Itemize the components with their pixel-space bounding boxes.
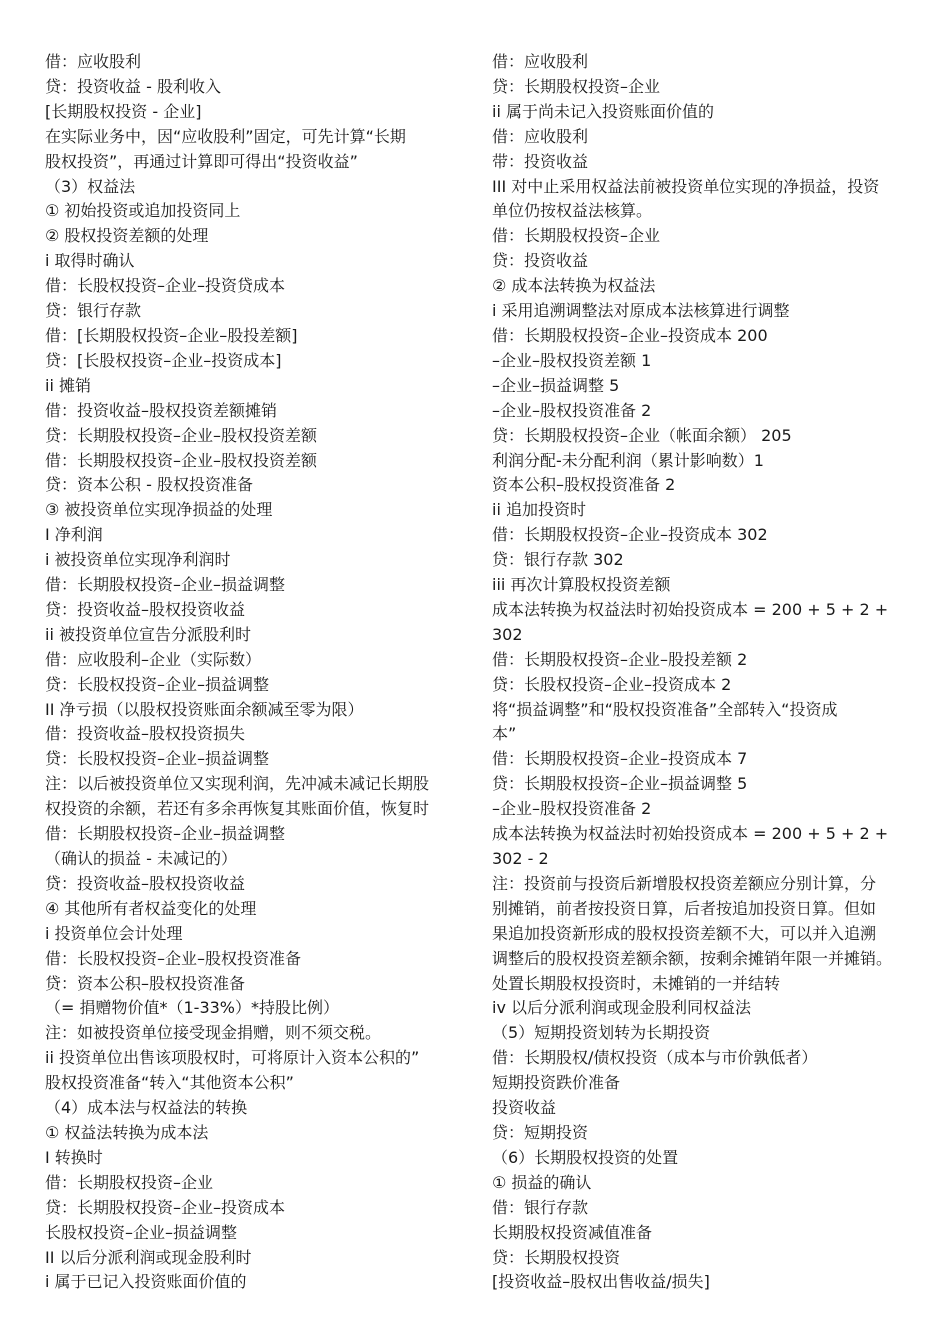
text-line: 贷：银行存款 <box>45 301 142 321</box>
text-line: ② 股权投资差额的处理 <box>45 226 209 246</box>
text-line: 借：银行存款 <box>492 1197 589 1217</box>
text-line: 贷：投资收益 <box>492 251 589 271</box>
text-line: 贷：长期股权投资 <box>492 1247 621 1267</box>
text-line: ii 被投资单位宣告分派股利时 <box>45 624 251 644</box>
text-line: 借：长期股权投资–企业–股投差额 2 <box>492 649 748 669</box>
text-line: 短期投资跌价准备 <box>492 1073 621 1093</box>
text-line: ① 初始投资或追加投资同上 <box>45 201 241 221</box>
text-line: 借：[长期股权投资–企业–股投差额] <box>45 325 298 345</box>
text-line: 借：应收股利 <box>492 52 589 71</box>
text-line: 长股权投资–企业–损益调整 <box>45 1222 238 1242</box>
text-line: 调整后的股权投资差额余额，按剩余摊销年限一并摊销。 <box>492 948 893 968</box>
text-line: [投资收益–股权出售收益/损失] <box>492 1272 710 1292</box>
text-line: 本” <box>492 724 517 744</box>
text-line: ii 摊销 <box>45 375 91 395</box>
text-line: 股权投资准备“转入“其他资本公积” <box>45 1073 294 1093</box>
text-line: 股权投资”，再通过计算即可得出“投资收益” <box>45 151 358 171</box>
text-line: 在实际业务中，因“应收股利”固定，可先计算“长期 <box>45 126 406 146</box>
text-line: 成本法转换为权益法时初始投资成本 = 200 + 5 + 2 + <box>492 824 889 844</box>
text-line: 贷：投资收益 - 股利收入 <box>45 76 221 96</box>
text-line: 贷：[长股权投资–企业–投资成本] <box>45 350 282 370</box>
text-line: 权投资的余额，若还有多余再恢复其账面价值，恢复时 <box>45 799 430 819</box>
text-line: 注：以后被投资单位又实现利润，先冲减未减记长期股 <box>45 774 430 794</box>
text-line: 贷：短期投资 <box>492 1122 589 1142</box>
text-line: ii 追加投资时 <box>492 500 586 520</box>
text-line: 处置长期股权投资时，未摊销的一并结转 <box>492 973 781 993</box>
text-line: 借：长期股权投资–企业–投资成本 7 <box>492 749 748 769</box>
text-line: 借：投资收益–股权投资损失 <box>45 724 246 744</box>
text-line: 贷：长期股权投资–企业–损益调整 5 <box>492 774 748 794</box>
text-line: （= 捐赠物价值*（1-33%）*持股比例） <box>45 998 340 1018</box>
text-line: iii 再次计算股权投资差额 <box>492 575 671 595</box>
text-line: 借：应收股利 <box>45 52 142 71</box>
text-line: ii 投资单位出售该项股权时，可将原计入资本公积的” <box>45 1048 420 1068</box>
text-line: 借：长期股权投资–企业–股权投资差额 <box>45 450 318 470</box>
text-line: iv 以后分派利润或现金股利同权益法 <box>492 998 752 1018</box>
text-line: ④ 其他所有者权益变化的处理 <box>45 898 257 918</box>
text-line: II 以后分派利润或现金股利时 <box>45 1247 252 1267</box>
text-line: ① 权益法转换为成本法 <box>45 1122 209 1142</box>
text-line: 借：长期股权投资–企业–投资成本 302 <box>492 525 768 545</box>
text-line: [长期股权投资 - 企业] <box>45 101 202 121</box>
text-line: ③ 被投资单位实现净损益的处理 <box>45 500 273 520</box>
text-line: 贷：资本公积–股权投资准备 <box>45 973 246 993</box>
text-line: 注：如被投资单位接受现金捐赠，则不须交税。 <box>45 1023 382 1043</box>
text-line: 借：应收股利 <box>492 126 589 146</box>
text-line: 借：长期股权投资–企业–损益调整 <box>45 824 286 844</box>
text-line: i 被投资单位实现净利润时 <box>45 550 231 570</box>
text-line: 302 - 2 <box>492 849 549 868</box>
text-line: 借：投资收益–股权投资差额摊销 <box>45 400 278 420</box>
text-line: 单位仍按权益法核算。 <box>492 201 653 221</box>
text-line: –企业–股权投资准备 2 <box>492 400 652 420</box>
text-line: （4）成本法与权益法的转换 <box>45 1098 248 1118</box>
text-line: –企业–损益调整 5 <box>492 375 620 395</box>
text-line: i 投资单位会计处理 <box>45 923 183 943</box>
text-line: i 采用追溯调整法对原成本法核算进行调整 <box>492 301 790 321</box>
text-line: 302 <box>492 624 523 644</box>
text-line: –企业–股权投资准备 2 <box>492 799 652 819</box>
text-line: I 净利润 <box>45 525 103 545</box>
text-line: 借：长期股权投资–企业 <box>492 226 661 246</box>
text-line: 果追加投资新形成的股权投资差额不大，可以并入追溯 <box>492 923 877 943</box>
text-line: 借：长股权投资–企业–股权投资准备 <box>45 948 302 968</box>
text-line: I 转换时 <box>45 1147 103 1167</box>
text-line: 贷：投资收益–股权投资收益 <box>45 873 246 893</box>
text-line: –企业–股权投资差额 1 <box>492 350 652 370</box>
right-text-column <box>492 50 917 1295</box>
text-line: i 取得时确认 <box>45 251 135 271</box>
text-line: 借：应收股利–企业（实际数） <box>45 649 262 669</box>
text-line: 将“损益调整”和“股权投资准备”全部转入“投资成 <box>492 699 838 719</box>
text-line: 借：长期股权投资–企业–损益调整 <box>45 575 286 595</box>
text-line: 贷：投资收益–股权投资收益 <box>45 599 246 619</box>
text-line: 利润分配-未分配利润（累计影响数）1 <box>492 450 764 470</box>
text-line: 别摊销，前者按投资日算，后者按追加投资日算。但如 <box>492 898 877 918</box>
text-line: ii 属于尚未记入投资账面价值的 <box>492 101 714 121</box>
text-line: （6）长期股权投资的处置 <box>492 1147 679 1167</box>
text-line: 成本法转换为权益法时初始投资成本 = 200 + 5 + 2 + <box>492 599 889 619</box>
left-text-column <box>45 50 470 1295</box>
text-line: 贷：长股权投资–企业–投资成本 2 <box>492 674 732 694</box>
text-line: 借：长期股权投资–企业–投资成本 200 <box>492 325 768 345</box>
text-line: i 属于已记入投资账面价值的 <box>45 1272 247 1292</box>
text-line: 投资收益 <box>492 1098 557 1118</box>
text-line: （确认的损益 - 未减记的） <box>45 849 237 868</box>
text-line: 带：投资收益 <box>492 151 589 171</box>
text-line: 贷：银行存款 302 <box>492 550 624 570</box>
text-line: ② 成本法转换为权益法 <box>492 276 656 296</box>
text-line: 借：长股权投资–企业–投资贷成本 <box>45 276 286 296</box>
text-line: ① 损益的确认 <box>492 1172 592 1192</box>
text-line: 借：长期股权投资–企业 <box>45 1172 214 1192</box>
text-line: 贷：长股权投资–企业–损益调整 <box>45 749 270 769</box>
text-line: 贷：长期股权投资–企业–投资成本 <box>45 1197 286 1217</box>
text-line: 贷：长期股权投资–企业–股权投资差额 <box>45 425 318 445</box>
text-line: 注：投资前与投资后新增股权投资差额应分别计算，分 <box>492 873 877 893</box>
text-line: 资本公积–股权投资准备 2 <box>492 475 676 495</box>
text-line: 贷：长期股权投资–企业（帐面余额） 205 <box>492 425 792 445</box>
text-line: 贷：资本公积 - 股权投资准备 <box>45 475 253 495</box>
text-line: 长期股权投资减值准备 <box>492 1222 653 1242</box>
text-line: III 对中止采用权益法前被投资单位实现的净损益，投资 <box>492 176 880 196</box>
text-line: （3）权益法 <box>45 176 136 196</box>
text-line: 贷：长期股权投资–企业 <box>492 76 661 96</box>
text-line: II 净亏损（以股权投资账面余额减至零为限） <box>45 699 364 719</box>
text-line: （5）短期投资划转为长期投资 <box>492 1023 711 1043</box>
text-line: 贷：长股权投资–企业–损益调整 <box>45 674 270 694</box>
text-line: 借：长期股权/债权投资（成本与市价孰低者） <box>492 1048 818 1068</box>
